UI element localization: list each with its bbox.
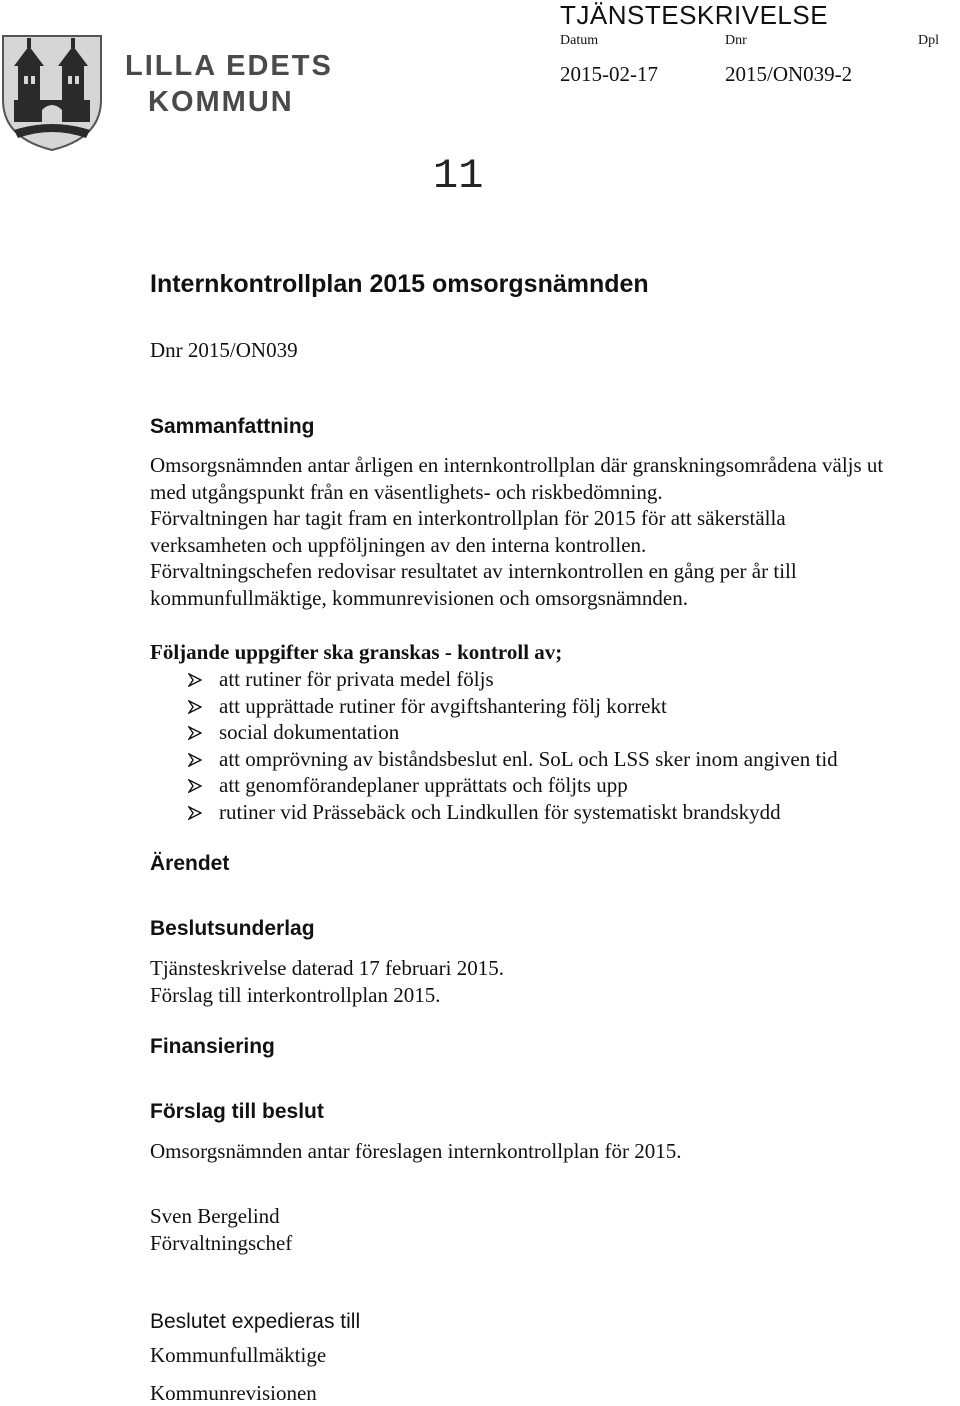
signature-title: Förvaltningschef [150,1231,293,1255]
list-item-text: att rutiner för privata medel följs [219,667,494,691]
arrow-bullet-icon [188,806,202,820]
document-title: Internkontrollplan 2015 omsorgsnämnden [150,270,649,298]
header-label-datum: Datum [560,33,599,48]
arrow-bullet-icon [188,673,202,687]
heading-sammanfattning: Sammanfattning [150,415,315,438]
sammanfattning-line: Förvaltningschefen redovisar resultatet av internkontrollen en gång per år till [150,559,797,584]
document-type: TJÄNSTESKRIVELSE [560,0,829,30]
dnr-line: Dnr 2015/ON039 [150,338,298,362]
heading-forslag-till-beslut: Förslag till beslut [150,1100,324,1123]
heading-finansiering: Finansiering [150,1035,275,1058]
list-item-text: rutiner vid Prässebäck och Lindkullen för systematiskt brandskydd [219,799,781,824]
arrow-bullet-icon [188,700,202,714]
beslutsunderlag-line: Förslag till interkontrollplan 2015. [150,983,441,1007]
arrow-bullet-icon [188,753,202,767]
arrow-bullet-icon [188,726,202,740]
recipient-item: Kommunfullmäktige [150,1343,327,1367]
granskning-intro: Följande uppgifter ska granskas - kontroll av; [150,640,563,664]
list-item-text: att upprättade rutiner för avgiftshantering följ korrekt [219,693,667,718]
list-item-text: social dokumentation [219,720,400,745]
sammanfattning-line: Förvaltningen har tagit fram en interkontrollplan för 2015 för att säkerställa [150,506,786,531]
sammanfattning-line: med utgångspunkt från en väsentlighets- och riskbedömning. [150,479,663,504]
list-item-text: att omprövning av biståndsbeslut enl. SoL och LSS sker inom angiven tid [219,746,838,771]
recipient-item: Kommunrevisionen [150,1381,317,1405]
arrow-bullet-icon [188,779,202,793]
signature-name: Sven Bergelind [150,1204,280,1228]
header-label-dpl: Dpl [918,33,939,48]
page-number: 11 [433,152,484,200]
heading-arendet: Ärendet [150,852,230,875]
beslutsunderlag-line: Tjänsteskrivelse daterad 17 februari 2015. [150,956,504,980]
list-item-text: att genomförandeplaner upprättats och följts upp [219,773,628,798]
sammanfattning-line: kommunfullmäktige, kommunrevisionen och omsorgsnämnden. [150,585,688,610]
heading-expedieras: Beslutet expedieras till [150,1310,361,1333]
sammanfattning-paragraph [150,452,950,612]
logo-text-line-1: LILLA EDETS [125,50,333,82]
header-value-dnr: 2015/ON039-2 [725,62,853,86]
logo-text-line-2: KOMMUN [148,86,294,118]
municipal-crest-icon [0,30,104,152]
header-label-dnr: Dnr [725,33,747,48]
sammanfattning-line: verksamheten och uppföljningen av den interna kontrollen. [150,532,647,557]
forslag-text: Omsorgsnämnden antar föreslagen internkontrollplan för 2015. [150,1139,682,1163]
heading-beslutsunderlag: Beslutsunderlag [150,917,315,940]
sammanfattning-line: Omsorgsnämnden antar årligen en internkontrollplan där granskningsområdena väljs ut [150,453,884,477]
header-value-datum: 2015-02-17 [560,62,658,86]
